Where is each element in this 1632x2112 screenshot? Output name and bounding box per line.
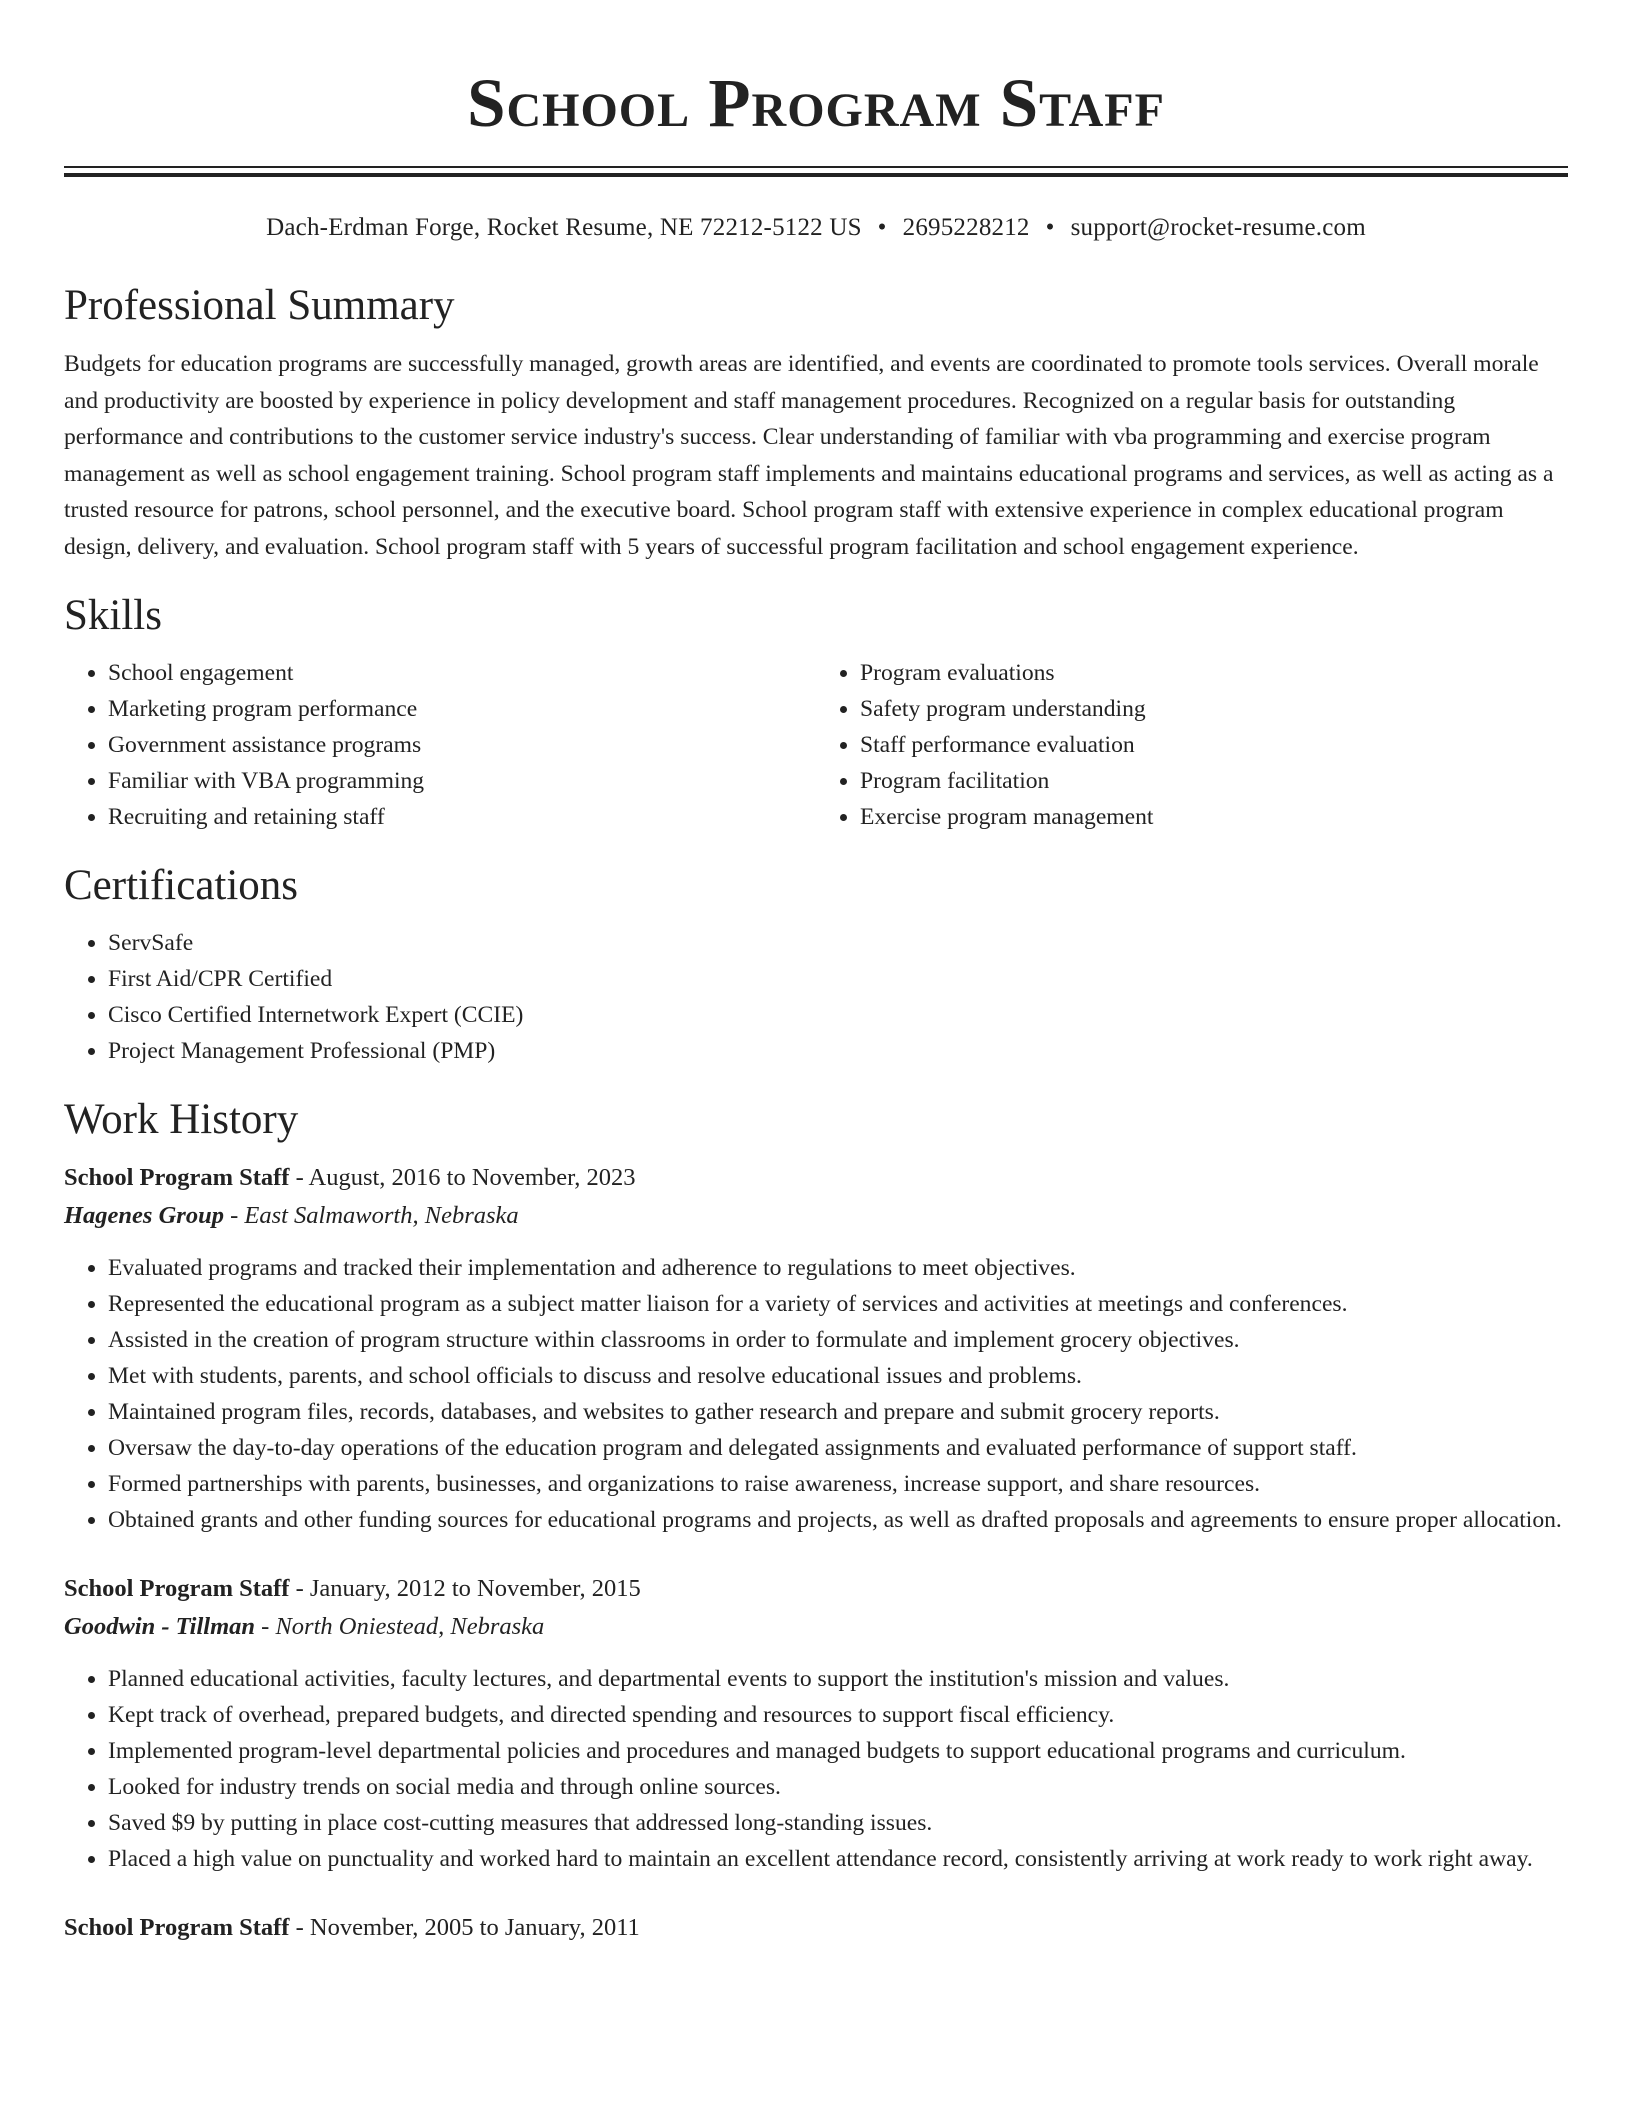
skill-item: • Staff performance evaluation [860,727,1568,763]
job-entry [64,1909,1568,1947]
skills-right-list [816,655,1568,835]
skill-item: • Safety program understanding [860,691,1568,727]
job-bullet: • Implemented program-level departmental policies and procedures and managed budgets to support educational programs and curriculum. [108,1733,1568,1769]
job-dates: - January, 2012 to November, 2015 [289,1575,641,1602]
skill-item: • School engagement [108,655,816,691]
job-location: - East Salmaworth, Nebraska [223,1202,519,1229]
job-dates: - August, 2016 to November, 2023 [289,1164,636,1191]
certifications-heading: Certifications [64,862,299,909]
job-title: School Program Staff [64,1164,290,1191]
summary-section [64,281,1568,565]
job-bullets [64,1661,1568,1877]
skills-columns [64,655,1568,835]
job-bullet: • Met with students, parents, and school officials to discuss and resolve educational issues and problems. [108,1358,1568,1394]
job-company: Goodwin - Tillman [64,1613,256,1640]
job-company-line [64,1197,1568,1235]
contact-address: Dach-Erdman Forge, Rocket Resume, NE 72212-5122 US [266,214,862,241]
work-history-heading: Work History [64,1096,299,1143]
divider-thick-line [64,173,1568,177]
contact-separator: • [1045,214,1055,241]
job-bullet: • Looked for industry trends on social media and through online sources. [108,1769,1568,1805]
certification-item: • First Aid/CPR Certified [108,961,1568,997]
skills-heading: Skills [64,592,162,639]
job-bullets [64,1250,1568,1538]
job-company-line [64,1608,1568,1646]
job-bullet: • Saved $9 by putting in place cost-cutting measures that addressed long-standing issues. [108,1805,1568,1841]
job-title-line [64,1909,1568,1947]
job-entry [64,1159,1568,1538]
skill-item: • Familiar with VBA programming [108,763,816,799]
job-bullet: • Represented the educational program as a subject matter liaison for a variety of services and activities at meetings and conferences. [108,1286,1568,1322]
job-bullet: • Oversaw the day-to-day operations of the education program and delegated assignments and evaluated performance of support staff. [108,1430,1568,1466]
skill-item: • Government assistance programs [108,727,816,763]
divider-thin-line [64,166,1568,168]
job-bullet: • Maintained program files, records, databases, and websites to gather research and prepare and submit grocery reports. [108,1394,1568,1430]
skills-left-list [64,655,816,835]
skill-item: • Program facilitation [860,763,1568,799]
contact-email: support@rocket-resume.com [1070,214,1366,241]
job-dates: - November, 2005 to January, 2011 [289,1914,640,1941]
job-bullet: • Assisted in the creation of program structure within classrooms in order to formulate and implement grocery objectives. [108,1322,1568,1358]
job-bullet: • Kept track of overhead, prepared budgets, and directed spending and resources to support fiscal efficiency. [108,1697,1568,1733]
summary-text: Budgets for education programs are successfully managed, growth areas are identified, and events are coordinated to promote tools services. Overall morale and productivity are boosted by experience in policy development and staff management procedures. Recognized on a regular basis for outstanding performance and contributions to the customer service industry's success. Clear understanding of familiar with vba programming and exercise program management as well as school engagement training. School program staff implements and maintains educational programs and services, as well as acting as a trusted resource for patrons, school personnel, and the executive board. School program staff with extensive experience in complex educational program design, delivery, and evaluation. School program staff with 5 years of successful program facilitation and school engagement experience. [64,351,1554,560]
certification-item: • Cisco Certified Internetwork Expert (CCIE) [108,997,1568,1033]
job-title-line [64,1159,1568,1197]
job-company: Hagenes Group [64,1202,224,1229]
skill-item: • Recruiting and retaining staff [108,799,816,835]
summary-heading: Professional Summary [64,282,455,329]
job-title: School Program Staff [64,1575,290,1602]
certification-item: • Project Management Professional (PMP) [108,1033,1568,1069]
certifications-list [64,925,1568,1069]
resume-name: School Program Staff [467,65,1165,141]
contact-phone: 2695228212 [902,214,1030,241]
contact-separator: • [877,214,887,241]
job-location: - North Oniestead, Nebraska [255,1613,545,1640]
contact-line [64,213,1568,243]
job-bullet: • Formed partnerships with parents, businesses, and organizations to raise awareness, increase support, and share resources. [108,1466,1568,1502]
header-divider [64,166,1568,177]
skill-item: • Exercise program management [860,799,1568,835]
certifications-section [64,861,1568,1069]
job-bullet: • Planned educational activities, faculty lectures, and departmental events to support the institution's mission and values. [108,1661,1568,1697]
certification-item: • ServSafe [108,925,1568,961]
job-title-line [64,1570,1568,1608]
skills-section [64,591,1568,835]
job-bullet: • Obtained grants and other funding sources for educational programs and projects, as well as drafted proposals and agreements to ensure proper allocation. [108,1502,1568,1538]
job-entry [64,1570,1568,1877]
work-history-section [64,1095,1568,1947]
skill-item: • Marketing program performance [108,691,816,727]
job-title: School Program Staff [64,1914,290,1941]
skill-item: • Program evaluations [860,655,1568,691]
job-bullet: • Evaluated programs and tracked their implementation and adherence to regulations to meet objectives. [108,1250,1568,1286]
job-bullet: • Placed a high value on punctuality and worked hard to maintain an excellent attendance record, consistently arriving at work ready to work right away. [108,1841,1568,1877]
